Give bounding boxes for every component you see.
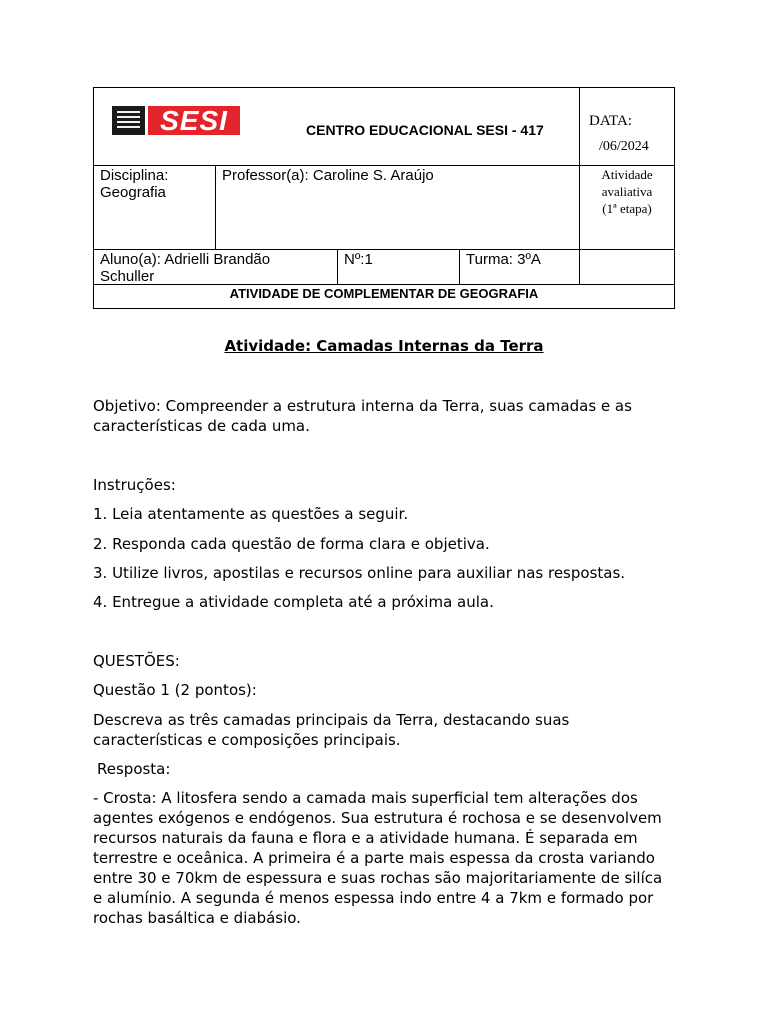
date-label: DATA: [589,113,632,129]
questao-title: Questão 1 (2 pontos): [93,681,257,699]
divider [215,165,216,249]
aluno-field [100,251,270,285]
divider [579,88,580,165]
atividade-type [580,166,674,217]
instrucao-item: 1. Leia atentamente as questões a seguir. [93,505,409,523]
atividade-line: avaliativa [601,184,653,199]
resposta-text: - Crosta: A litosfera sendo a camada mais superficial tem alterações dos agentes exógenos e endógenos. Sua estrutura é rochosa e se desenvolvem recursos naturais da fauna e flora e a atividade humana. É separada em terrestre e oceânica. A primeira é a parte mais espessa da crosta variando entre 30 e 70km de espessura e suas rochas são majoritariamente de silíca e alumínio. A segunda é menos espessa indo entre 4 a 7km e formado por rochas basáltica e diabásio. [93,789,663,927]
sesi-emblem-icon [112,106,145,135]
objetivo-text: Objetivo: Compreender a estrutura interna da Terra, suas camadas e as características de cada uma. [93,397,632,435]
professor-field: Professor(a): Caroline S. Araújo [222,167,434,184]
activity-title: Atividade: Camadas Internas da Terra [224,337,544,355]
instrucoes-label: Instruções: [93,476,176,494]
questoes-label: QUESTÕES: [93,652,180,670]
divider [459,249,460,284]
school-name: CENTRO EDUCACIONAL SESI - 417 [306,122,544,138]
questao-text: Descreva as três camadas principais da Terra, destacando suas características e composições principais. [93,711,570,749]
instrucao-item: 4. Entregue a atividade completa até a próxima aula. [93,593,494,611]
aluno-line: Aluno(a): Adrielli Brandão [100,251,271,268]
sesi-logo [112,106,240,136]
resposta-label: Resposta: [97,760,171,778]
header-table [93,87,675,309]
disciplina-label: Disciplina: [100,167,169,184]
divider [94,249,674,250]
disciplina-value: Geografia [100,184,166,201]
divider [337,249,338,284]
instrucao-item: 2. Responda cada questão de forma clara e objetiva. [93,535,490,553]
turma-field: Turma: 3ºA [466,251,541,268]
date-value: /06/2024 [599,139,649,154]
aluno-line: Schuller [100,268,155,285]
logo-text: SESI [148,106,240,135]
activity-subtitle: ATIVIDADE DE COMPLEMENTAR DE GEOGRAFIA [229,286,539,301]
instrucao-item: 3. Utilize livros, apostilas e recursos online para auxiliar nas respostas. [93,564,626,582]
numero-field: Nº:1 [344,251,373,268]
atividade-line: (1ª etapa) [602,201,652,216]
atividade-line: Atividade [601,167,653,182]
